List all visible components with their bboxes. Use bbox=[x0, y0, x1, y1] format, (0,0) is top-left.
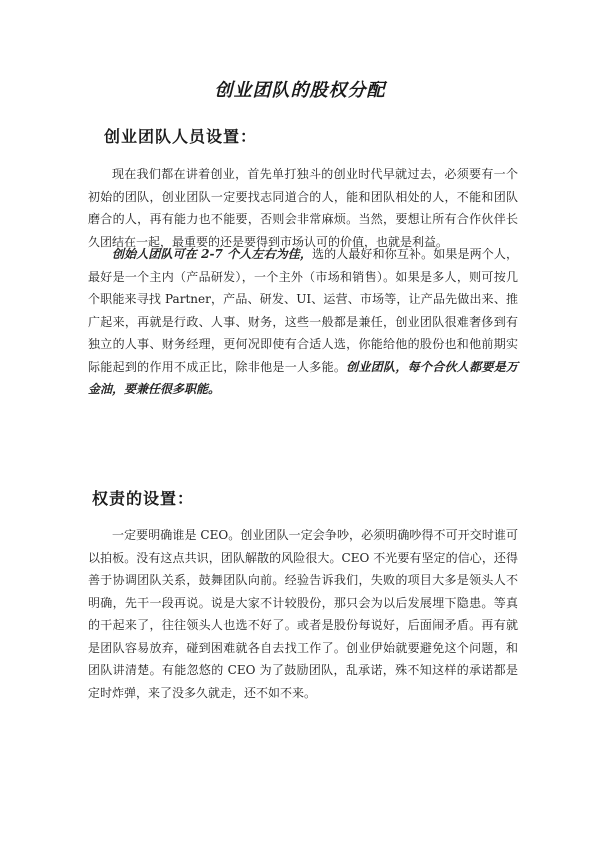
section-heading-team-setup: 创业团队人员设置： bbox=[104, 127, 258, 146]
emphasis-team-size: 创始人团队可在 2-7 个人左右为佳， bbox=[112, 247, 313, 261]
paragraph-team-intro: 现在我们都在讲着创业，首先单打独斗的创业时代早就过去，必须要有一个初始的团队，创业团队一定要找志同道合的人，能和团队相处的人，不能和团队磨合的人，再有能力也不能要，否则会非常麻烦。当然，要想让所有合作伙伴长久团结在一起，最重要的还是要得到市场认可的价值，也就是利益。 bbox=[88, 167, 518, 249]
paragraph-team-size bbox=[88, 243, 518, 401]
paragraph-team-size-body: 选的人最好和你互补。如果是两个人，最好是一个主内（产品研发），一个主外（市场和销售）。如果是多人，则可按几个职能来寻找 Partner，产品、研发、UI、运营、市场等，让产品先做出来、推广起来，再就是行政、人事、财务，这些一般都是兼任，创业团队很难奢侈到有独立的人事、财务经理，更何况即使有合适人选，你能给他的股份也和他前期实际能起到的作用不成正比，除非他是一人多能。 bbox=[88, 247, 518, 374]
paragraph-ceo: 一定要明确谁是 CEO。创业团队一定会争吵，必须明确吵得不可开交时谁可以拍板。没有这点共识，团队解散的风险很大。CEO 不光要有坚定的信心，还得善于协调团队关系，鼓舞团队向前。经验告诉我们，失败的项目大多是领头人不明确，先干一段再说。说是大家不计较股份，那只会为以后发展埋下隐患。等真的干起来了，往往领头人也选不好了。或者是股份每说好，后面闹矛盾。再有就是团队容易放弃，碰到困难就各自去找工作了。创业伊始就要避免这个问题，和团队讲清楚。有能忽悠的 CEO 为了鼓励团队，乱承诺，殊不知这样的承诺都是定时炸弹，来了没多久就走，还不如不来。 bbox=[88, 528, 518, 700]
page-title: 创业团队的股权分配 bbox=[214, 80, 386, 101]
emphasis-all-rounder: 创业团队，每个合伙人都要是万金油，要兼任很多职能。 bbox=[88, 359, 518, 396]
section-heading-responsibilities: 权责的设置： bbox=[92, 489, 195, 508]
